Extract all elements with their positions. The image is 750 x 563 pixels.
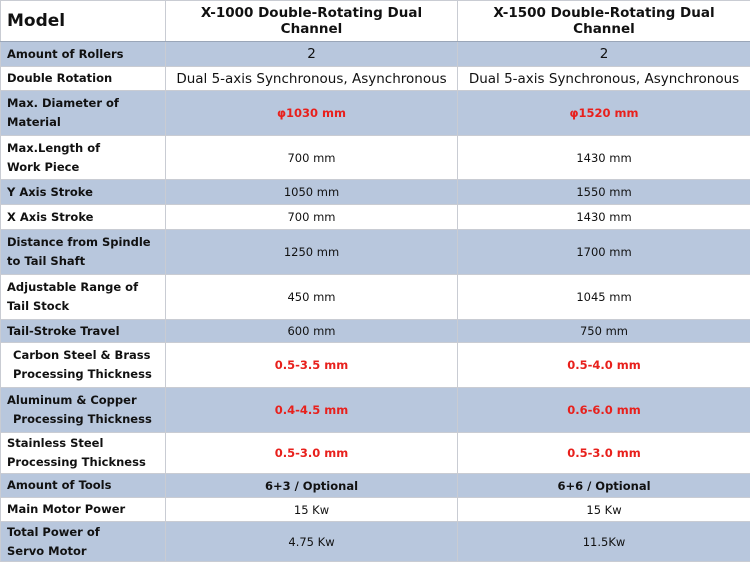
table-row (1, 522, 750, 562)
spec-value-x1500: 2 (458, 42, 750, 67)
spec-label-line: Distance from Spindle (7, 235, 151, 249)
table-row (1, 180, 750, 205)
spec-label-line: Max. Diameter of (7, 96, 119, 110)
spec-label-line: Max.Length of (7, 140, 101, 155)
spec-label (1, 91, 166, 136)
spec-label-line: Processing Thickness (7, 455, 146, 469)
spec-value-x1000: 0.5-3.0 mm (166, 433, 458, 474)
table-row (1, 320, 750, 343)
spec-value-x1000: 1250 mm (166, 230, 458, 275)
spec-value-x1000: 450 mm (166, 275, 458, 320)
spec-label (1, 67, 166, 91)
spec-label (1, 320, 166, 343)
spec-label-line: Y Axis Stroke (7, 184, 93, 199)
spec-label-line: Carbon Steel & Brass (13, 348, 151, 362)
table-row (1, 67, 750, 91)
table-row (1, 433, 750, 474)
spec-label (1, 343, 166, 388)
spec-value-x1000: Dual 5-axis Synchronous, Asynchronous (166, 67, 458, 91)
spec-value-x1500: 6+6 / Optional (458, 474, 750, 498)
spec-label-line: Double Rotation (7, 71, 113, 85)
spec-value-x1500: φ1520 mm (458, 91, 750, 136)
spec-label (1, 230, 166, 275)
spec-label-line: Tail-Stroke Travel (7, 323, 120, 338)
spec-label (1, 205, 166, 230)
spec-label-line: Processing Thickness (13, 367, 152, 381)
table-row (1, 91, 750, 136)
spec-label (1, 136, 166, 180)
spec-label (1, 275, 166, 320)
spec-value-x1000: 6+3 / Optional (166, 474, 458, 498)
spec-label (1, 498, 166, 522)
spec-value-x1500: 0.5-4.0 mm (458, 343, 750, 388)
table-header-row (1, 1, 750, 42)
spec-label-line: Work Piece (7, 159, 80, 174)
spec-value-x1000: 0.5-3.5 mm (166, 343, 458, 388)
spec-value-x1000: 700 mm (166, 205, 458, 230)
table-row (1, 230, 750, 275)
spec-value-x1500: Dual 5-axis Synchronous, Asynchronous (458, 67, 750, 91)
spec-label-line: Processing Thickness (13, 412, 152, 426)
table-row (1, 42, 750, 67)
spec-value-x1500: 0.6-6.0 mm (458, 388, 750, 433)
spec-label-line: Servo Motor (7, 543, 87, 558)
spec-value-x1000: 700 mm (166, 136, 458, 180)
spec-label-line: Total Power of (7, 524, 100, 539)
spec-value-x1000: 600 mm (166, 320, 458, 343)
spec-value-x1500: 1430 mm (458, 205, 750, 230)
spec-value-x1000: φ1030 mm (166, 91, 458, 136)
spec-value-x1500: 1430 mm (458, 136, 750, 180)
spec-value-x1500: 1700 mm (458, 230, 750, 275)
spec-value-x1000: 2 (166, 42, 458, 67)
table-row (1, 136, 750, 180)
spec-value-x1500: 750 mm (458, 320, 750, 343)
spec-table-body (1, 1, 750, 562)
spec-label (1, 474, 166, 498)
spec-label (1, 388, 166, 433)
table-row (1, 474, 750, 498)
spec-value-x1500: 15 Kw (458, 498, 750, 522)
spec-label (1, 522, 166, 562)
table-row (1, 343, 750, 388)
spec-value-x1000: 15 Kw (166, 498, 458, 522)
spec-label-line: Material (7, 115, 61, 129)
spec-label (1, 42, 166, 67)
spec-value-x1500: 0.5-3.0 mm (458, 433, 750, 474)
spec-value-x1500: 11.5Kw (458, 522, 750, 562)
spec-value-x1500: 1550 mm (458, 180, 750, 205)
model-label: Model (1, 1, 166, 42)
model-name-x1500: X-1500 Double-Rotating Dual Channel (458, 1, 750, 42)
spec-label-line: Tail Stock (7, 299, 70, 313)
spec-label-line: Main Motor Power (7, 502, 126, 516)
spec-label (1, 180, 166, 205)
spec-label-line: X Axis Stroke (7, 209, 94, 224)
spec-value-x1000: 1050 mm (166, 180, 458, 205)
table-row (1, 275, 750, 320)
table-row (1, 498, 750, 522)
model-name-x1000: X-1000 Double-Rotating Dual Channel (166, 1, 458, 42)
spec-label-line: Amount of Tools (7, 478, 112, 492)
table-row (1, 205, 750, 230)
spec-label (1, 433, 166, 474)
spec-label-line: to Tail Shaft (7, 254, 86, 268)
spec-label-line: Adjustable Range of (7, 280, 139, 294)
spec-label-line: Aluminum & Copper (7, 393, 137, 407)
spec-value-x1000: 0.4-4.5 mm (166, 388, 458, 433)
spec-label-line: Stainless Steel (7, 436, 104, 450)
spec-label-line: Amount of Rollers (7, 46, 124, 61)
table-row (1, 388, 750, 433)
spec-value-x1000: 4.75 Kw (166, 522, 458, 562)
spec-value-x1500: 1045 mm (458, 275, 750, 320)
